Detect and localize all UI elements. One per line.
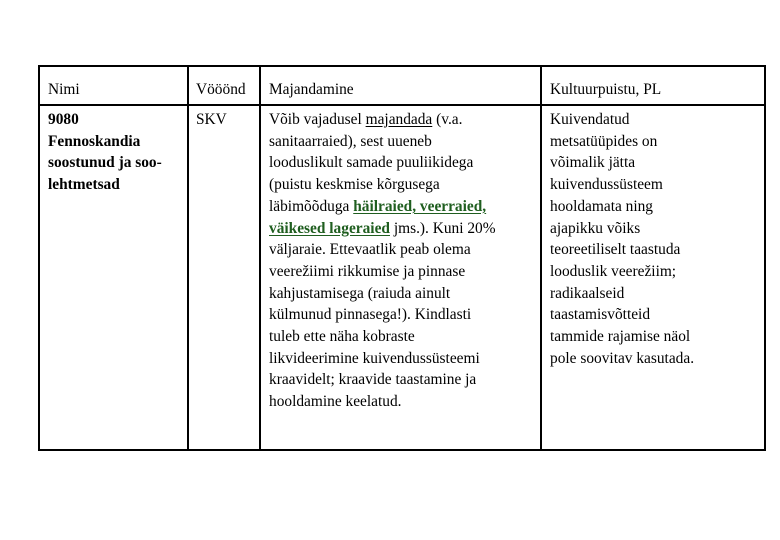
management-line: väljaraie. Ettevaatlik peab olema bbox=[269, 241, 471, 259]
park-line: ajapikku võiks bbox=[550, 219, 641, 237]
park-line: tammide rajamise näol bbox=[550, 328, 691, 346]
management-line: sanitaarraied), sest uueneb bbox=[269, 132, 432, 150]
management-line: külmunud pinnasega!). Kindlasti bbox=[269, 306, 472, 324]
link-majandada[interactable]: majandada bbox=[365, 111, 433, 128]
column-divider bbox=[187, 67, 189, 449]
management-line: kraavidelt; kraavide taastamine ja bbox=[269, 371, 477, 389]
habitat-name-line: soostunud ja soo- bbox=[48, 154, 162, 172]
park-line: kuivendussüsteem bbox=[550, 176, 663, 194]
zone-cell: SKV bbox=[196, 111, 227, 128]
habitat-name-line: lehtmetsad bbox=[48, 176, 120, 194]
management-line: Võib vajadusel majandada (v.a. bbox=[269, 111, 463, 128]
management-line: veerežiimi rikkumise ja pinnase bbox=[269, 262, 466, 280]
habitat-code: 9080 bbox=[48, 111, 79, 128]
park-line: taastamisvõtteid bbox=[550, 306, 651, 324]
park-line: pole soovitav kasutada. bbox=[550, 349, 695, 367]
management-line: looduslikult samade puuliikidega bbox=[269, 154, 474, 172]
management-line: hooldamine keelatud. bbox=[269, 393, 402, 411]
park-line: võimalik jätta bbox=[550, 154, 636, 172]
header-park: Kultuurpuistu, PL bbox=[550, 81, 662, 98]
park-line: hooldamata ning bbox=[550, 197, 654, 215]
park-line: Kuivendatud bbox=[550, 111, 630, 128]
header-name: Nimi bbox=[48, 81, 80, 98]
management-cell bbox=[269, 109, 496, 413]
management-line: läbimõõduga häilraied, veerraied, bbox=[269, 197, 487, 215]
column-divider bbox=[259, 67, 261, 449]
management-line: kahjustamisega (raiuda ainult bbox=[269, 284, 451, 302]
habitat-table bbox=[38, 65, 766, 451]
habitat-name-cell bbox=[48, 109, 162, 196]
park-line: looduslik veerežiim; bbox=[550, 262, 677, 280]
park-line: teoreetiliselt taastuda bbox=[550, 241, 681, 259]
header-management: Majandamine bbox=[269, 81, 354, 98]
management-line: (puistu keskmise kõrgusega bbox=[269, 176, 440, 194]
management-line: väikesed lageraied jms.). Kuni 20% bbox=[269, 219, 496, 237]
management-line: likvideerimine kuivendussüsteemi bbox=[269, 349, 480, 367]
link-cutting-types[interactable]: häilraied, veerraied, bbox=[353, 197, 487, 215]
park-line: metsatüüpides on bbox=[550, 132, 658, 150]
header-divider bbox=[40, 104, 764, 106]
header-zone: Vööönd bbox=[196, 81, 246, 98]
column-divider bbox=[540, 67, 542, 449]
park-cell bbox=[550, 109, 694, 369]
management-line: tuleb ette näha kobraste bbox=[269, 328, 415, 346]
habitat-name-line: Fennoskandia bbox=[48, 132, 141, 150]
park-line: radikaalseid bbox=[550, 284, 625, 302]
link-small-clearcuts[interactable]: väikesed lageraied bbox=[269, 219, 390, 237]
